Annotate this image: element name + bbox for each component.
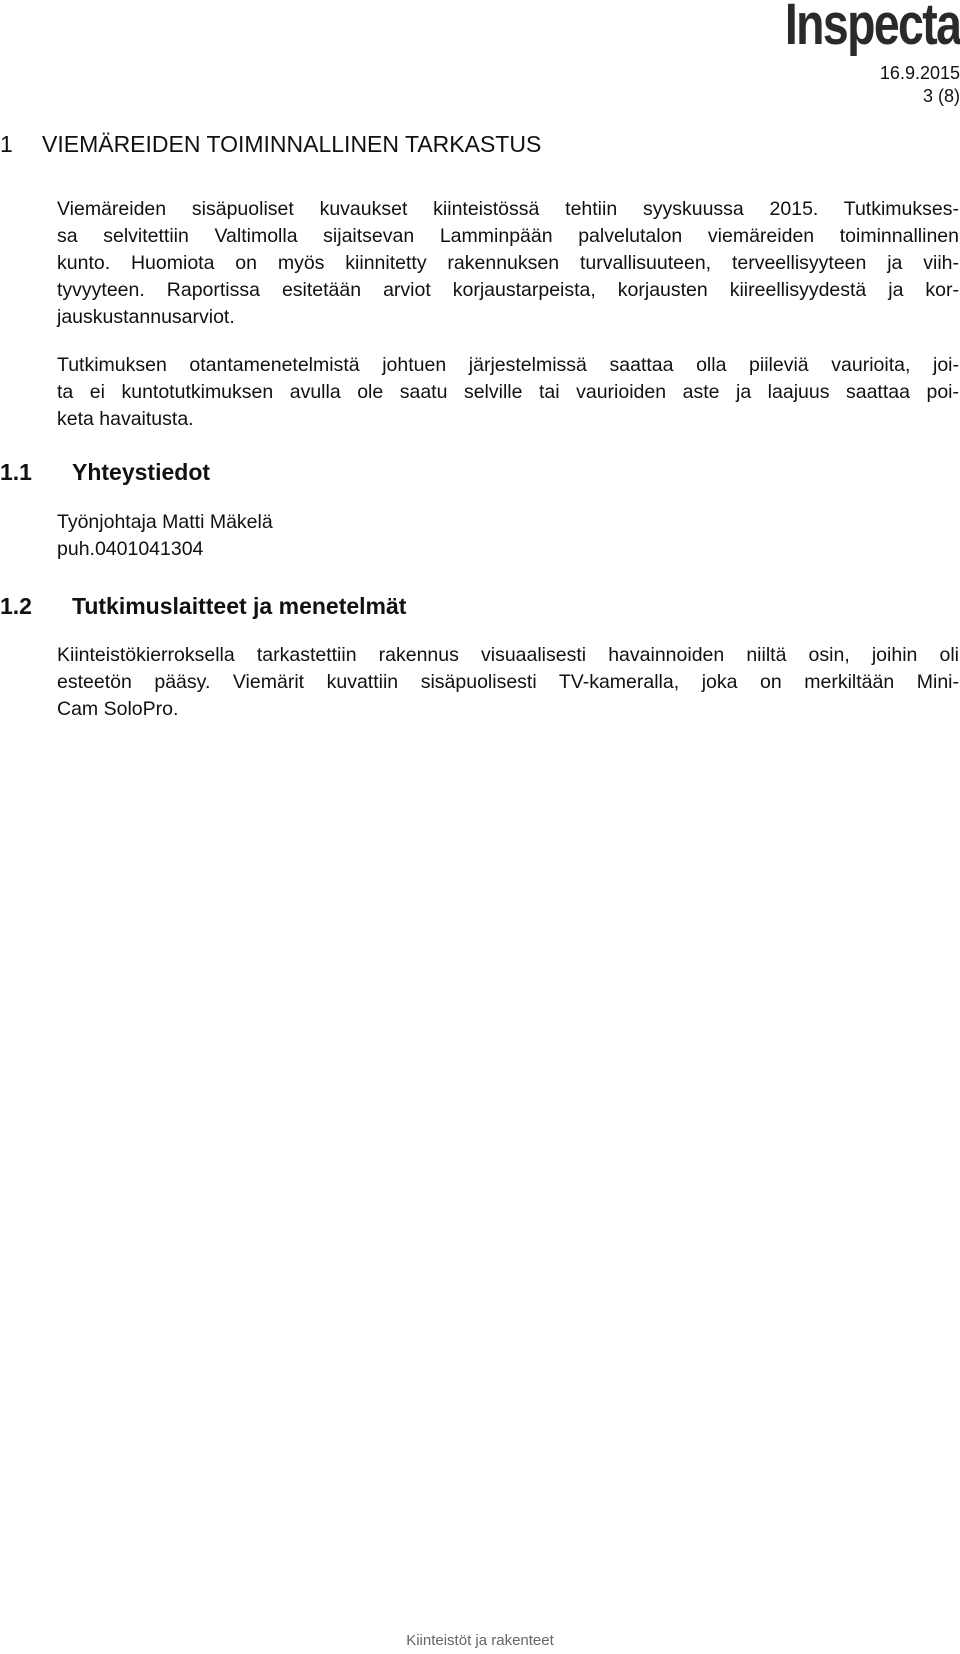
section-title: Yhteystiedot [72, 459, 211, 485]
section-number: 1.1 [0, 459, 32, 485]
contact-name: Työnjohtaja Matti Mäkelä [57, 511, 273, 533]
page-footer: Kiinteistöt ja rakenteet [406, 1632, 554, 1649]
section-number: 1.2 [0, 593, 32, 619]
paragraph-line: sa selvitettiin Valtimolla sijaitsevan Lamminpään palvelutalon viemäreiden toiminnallinen [57, 225, 959, 247]
section-1-1-heading [0, 461, 210, 484]
paragraph-line: Viemäreiden sisäpuoliset kuvaukset kiinteistössä tehtiin syyskuussa 2015. Tutkimukses- [57, 198, 959, 220]
contact-phone: puh.0401041304 [57, 538, 204, 560]
section-title: VIEMÄREIDEN TOIMINNALLINEN TARKASTUS [42, 131, 542, 157]
page-number: 3 (8) [922, 86, 960, 106]
section-1-heading [0, 133, 541, 156]
method-limitations-paragraph [57, 352, 959, 433]
inspecta-logo: Inspecta [784, 0, 960, 57]
section-1-2-heading [0, 595, 406, 618]
intro-paragraph [57, 196, 959, 331]
paragraph-line: jauskustannusarviot. [57, 306, 235, 328]
paragraph-line: Cam SoloPro. [57, 698, 179, 720]
paragraph-line: ta ei kuntotutkimuksen avulla ole saatu selville tai vaurioiden aste ja laajuus saattaa poi- [57, 381, 959, 403]
equipment-paragraph [57, 642, 959, 723]
paragraph-line: Kiinteistökierroksella tarkastettiin rakennus visuaalisesti havainnoiden niiltä osin, joihin oli [57, 644, 959, 666]
paragraph-line: esteetön pääsy. Viemärit kuvattiin sisäpuolisesti TV-kameralla, joka on merkiltään Mini- [57, 671, 959, 693]
paragraph-line: keta havaitusta. [57, 408, 194, 430]
document-date: 16.9.2015 [879, 63, 960, 83]
contact-info [57, 509, 959, 563]
section-title: Tutkimuslaitteet ja menetelmät [72, 593, 407, 619]
paragraph-line: kunto. Huomiota on myös kiinnitetty rakennuksen turvallisuuteen, terveellisyyteen ja viih- [57, 252, 959, 274]
paragraph-line: Tutkimuksen otantamenetelmistä johtuen järjestelmissä saattaa olla piileviä vaurioita, joi- [57, 354, 959, 376]
section-number: 1 [0, 131, 13, 157]
paragraph-line: tyvyyteen. Raportissa esitetään arviot korjaustarpeista, korjausten kiireellisyydestä ja kor- [57, 279, 959, 301]
